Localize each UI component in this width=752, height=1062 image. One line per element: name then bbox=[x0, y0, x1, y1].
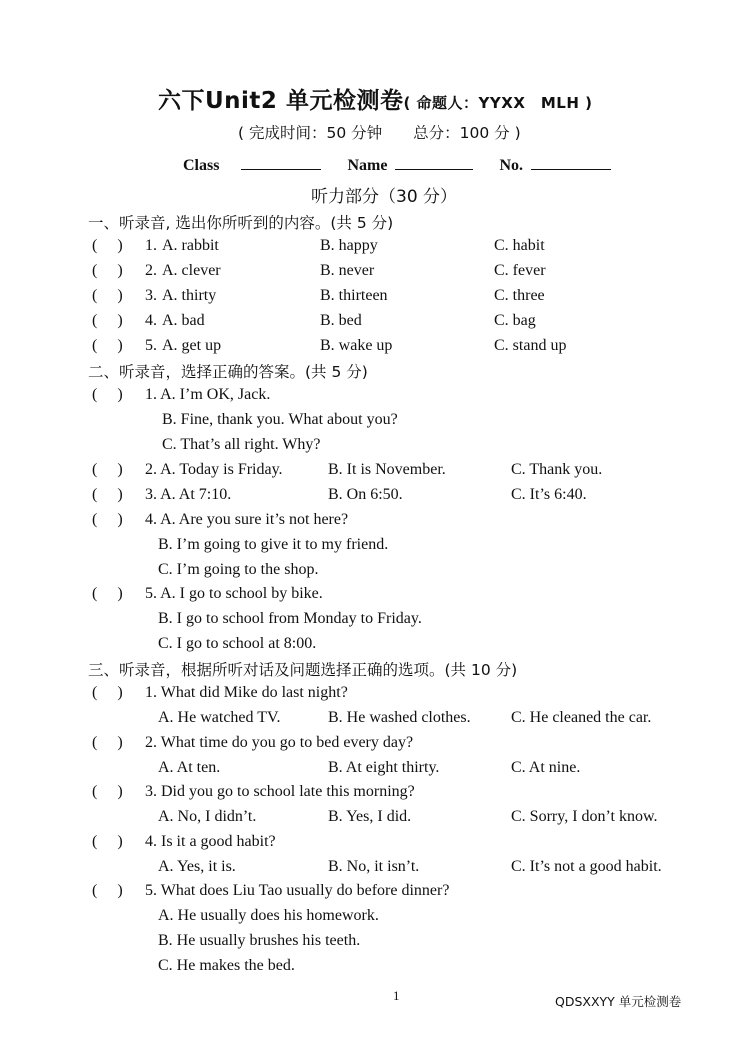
s2-q1-a: 1. A. I’m OK, Jack. bbox=[145, 386, 271, 403]
s1-q1-b: B. happy bbox=[320, 237, 378, 254]
s2-q5-b: B. I go to school from Monday to Friday. bbox=[158, 610, 422, 627]
subtitle: ( 完成时间：50 分钟 总分：100 分 ) bbox=[238, 124, 521, 142]
class-field[interactable] bbox=[241, 155, 321, 170]
s3-q1-c: C. He cleaned the car. bbox=[511, 709, 652, 726]
answer-bracket[interactable]: ( ) bbox=[92, 337, 123, 354]
section2-title: 二、听录音，选择正确的答案。(共 5 分) bbox=[88, 363, 368, 381]
s1-q4-c: C. bag bbox=[494, 312, 536, 329]
s1-q2-a: A. clever bbox=[162, 262, 221, 279]
name-label: Name bbox=[347, 157, 388, 174]
s2-q3-a: 3. A. At 7:10. bbox=[145, 486, 232, 503]
s2-q4-b: B. I’m going to give it to my friend. bbox=[158, 536, 389, 553]
s1-q1-a: A. rabbit bbox=[162, 237, 219, 254]
s3-q4-stem: 4. Is it a good habit? bbox=[145, 833, 276, 850]
answer-bracket[interactable]: ( ) bbox=[92, 237, 123, 254]
s1-q2-c: C. fever bbox=[494, 262, 546, 279]
s1-q4-b: B. bed bbox=[320, 312, 362, 329]
s3-q3-b: B. Yes, I did. bbox=[328, 808, 412, 825]
s3-q3-stem: 3. Did you go to school late this morning? bbox=[145, 783, 415, 800]
answer-bracket[interactable]: ( ) bbox=[92, 386, 123, 403]
title-text: 六下Unit2 单元检测卷 bbox=[158, 88, 404, 114]
s2-q3-c: C. It’s 6:40. bbox=[511, 486, 587, 503]
s3-q1-b: B. He washed clothes. bbox=[328, 709, 471, 726]
s2-q3-b: B. On 6:50. bbox=[328, 486, 403, 503]
answer-bracket[interactable]: ( ) bbox=[92, 882, 123, 899]
s1-q5-b: B. wake up bbox=[320, 337, 393, 354]
s3-q3-c: C. Sorry, I don’t know. bbox=[511, 808, 658, 825]
name-field[interactable] bbox=[395, 155, 473, 170]
s3-q5-b: B. He usually brushes his teeth. bbox=[158, 932, 361, 949]
s1-q3-c: C. three bbox=[494, 287, 545, 304]
s1-q5-a: A. get up bbox=[162, 337, 222, 354]
answer-bracket[interactable]: ( ) bbox=[92, 312, 123, 329]
s1-q5-c: C. stand up bbox=[494, 337, 567, 354]
author-text: ( 命题人：YYXX MLH ) bbox=[403, 94, 593, 112]
s2-q2-c: C. Thank you. bbox=[511, 461, 603, 478]
s1-q3-num: 3. bbox=[145, 287, 157, 304]
student-info bbox=[183, 155, 611, 175]
s2-q5-a: 5. A. I go to school by bike. bbox=[145, 585, 323, 602]
section1-title: 一、听录音, 选出你所听到的内容。(共 5 分) bbox=[88, 214, 394, 232]
answer-bracket[interactable]: ( ) bbox=[92, 287, 123, 304]
s3-q2-c: C. At nine. bbox=[511, 759, 581, 776]
answer-bracket[interactable]: ( ) bbox=[92, 486, 123, 503]
s3-q4-b: B. No, it isn’t. bbox=[328, 858, 420, 875]
s2-q1-b: B. Fine, thank you. What about you? bbox=[162, 411, 398, 428]
s2-q1-c: C. That’s all right. Why? bbox=[162, 436, 321, 453]
s3-q4-a: A. Yes, it is. bbox=[158, 858, 236, 875]
s1-q5-num: 5. bbox=[145, 337, 157, 354]
s3-q5-stem: 5. What does Liu Tao usually do before dinner? bbox=[145, 882, 450, 899]
s2-q2-b: B. It is November. bbox=[328, 461, 446, 478]
class-label: Class bbox=[183, 157, 220, 174]
answer-bracket[interactable]: ( ) bbox=[92, 734, 123, 751]
s2-q4-a: 4. A. Are you sure it’s not here? bbox=[145, 511, 349, 528]
footer-label: QDSXXYY 单元检测卷 bbox=[555, 994, 682, 1009]
s1-q1-c: C. habit bbox=[494, 237, 545, 254]
s1-q2-b: B. never bbox=[320, 262, 375, 279]
answer-bracket[interactable]: ( ) bbox=[92, 461, 123, 478]
section3-title: 三、听录音，根据所听对话及问题选择正确的选项。(共 10 分) bbox=[88, 661, 518, 679]
no-label: No. bbox=[499, 157, 523, 174]
part-title: 听力部分（30 分） bbox=[311, 187, 458, 207]
s3-q5-a: A. He usually does his homework. bbox=[158, 907, 379, 924]
s3-q5-c: C. He makes the bed. bbox=[158, 957, 295, 974]
s1-q1-num: 1. bbox=[145, 237, 157, 254]
s3-q2-b: B. At eight thirty. bbox=[328, 759, 440, 776]
s1-q2-num: 2. bbox=[145, 262, 157, 279]
s2-q4-c: C. I’m going to the shop. bbox=[158, 561, 319, 578]
answer-bracket[interactable]: ( ) bbox=[92, 511, 123, 528]
s3-q4-c: C. It’s not a good habit. bbox=[511, 858, 662, 875]
page-title bbox=[158, 82, 593, 115]
s3-q1-a: A. He watched TV. bbox=[158, 709, 281, 726]
answer-bracket[interactable]: ( ) bbox=[92, 585, 123, 602]
s3-q2-a: A. At ten. bbox=[158, 759, 221, 776]
no-field[interactable] bbox=[531, 155, 611, 170]
page-number: 1 bbox=[393, 988, 400, 1003]
answer-bracket[interactable]: ( ) bbox=[92, 833, 123, 850]
s1-q4-a: A. bad bbox=[162, 312, 205, 329]
s3-q1-stem: 1. What did Mike do last night? bbox=[145, 684, 348, 701]
s3-q2-stem: 2. What time do you go to bed every day? bbox=[145, 734, 414, 751]
s3-q3-a: A. No, I didn’t. bbox=[158, 808, 257, 825]
s2-q2-a: 2. A. Today is Friday. bbox=[145, 461, 283, 478]
answer-bracket[interactable]: ( ) bbox=[92, 262, 123, 279]
s1-q3-a: A. thirty bbox=[162, 287, 217, 304]
answer-bracket[interactable]: ( ) bbox=[92, 783, 123, 800]
s1-q3-b: B. thirteen bbox=[320, 287, 388, 304]
answer-bracket[interactable]: ( ) bbox=[92, 684, 123, 701]
s1-q4-num: 4. bbox=[145, 312, 157, 329]
s2-q5-c: C. I go to school at 8:00. bbox=[158, 635, 317, 652]
